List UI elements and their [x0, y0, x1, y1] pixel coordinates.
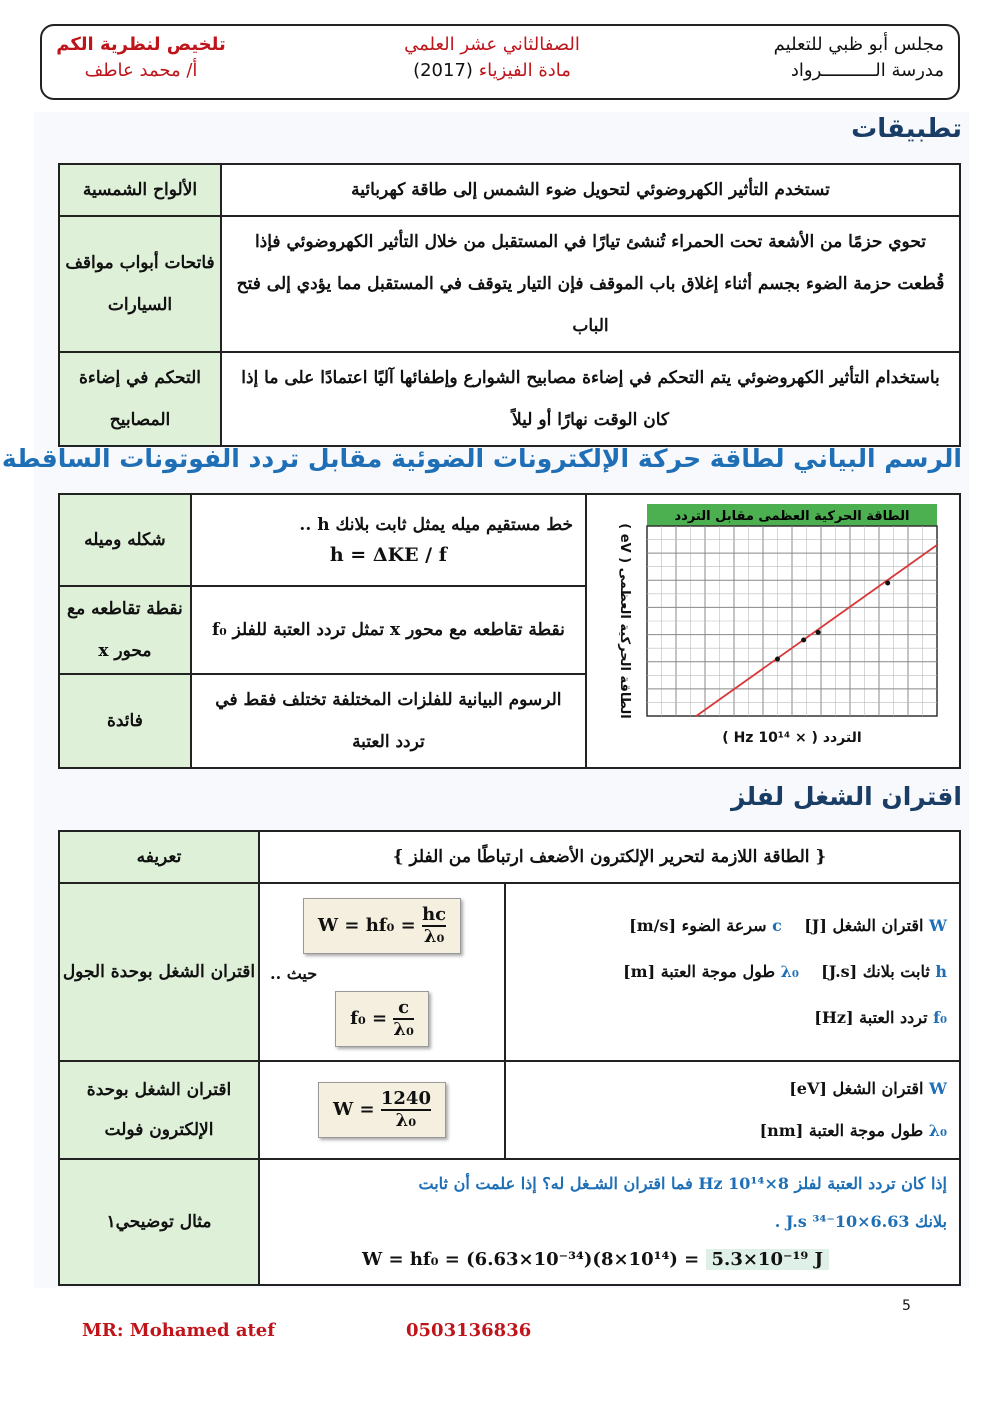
example-question-2: بلانك 6.63×10⁻³⁴ J.s .	[774, 1212, 947, 1231]
row-label: نقطة تقاطعه مع محور x	[59, 586, 191, 674]
f0-fraction	[393, 998, 414, 1040]
joule-den: λ₀	[423, 925, 445, 947]
f0-formula-box	[335, 991, 429, 1047]
var-desc: طول موجة العتبة [m]	[623, 962, 776, 981]
row-text	[191, 494, 586, 586]
joule-num: hc	[422, 903, 447, 925]
var-sym: h	[935, 962, 947, 981]
work-function-title: اقتران الشغل لفلز	[731, 782, 962, 811]
f0-num: c	[393, 998, 414, 1020]
year-label: (2017)	[413, 60, 473, 81]
var-sym: λ₀	[780, 962, 799, 981]
example-solution: W = hf₀ = (6.63×10⁻³⁴)(8×10¹⁴) =	[362, 1249, 700, 1270]
table-row	[59, 164, 960, 216]
var-desc: تردد العتبة [Hz]	[814, 1008, 928, 1027]
row-label: فائدة	[59, 674, 191, 768]
var-sym: f₀	[933, 1008, 947, 1027]
var-sym: W	[929, 916, 947, 935]
chart-cell	[586, 494, 960, 768]
grade-label: الصفالثاني عشر العلمي	[404, 34, 580, 55]
ev-formula-left: W =	[333, 1099, 375, 1120]
council-name: مجلس أبو ظبي للتعليم	[773, 34, 944, 55]
page-number: 5	[902, 1298, 911, 1314]
data-point	[801, 638, 806, 643]
summary-title: تلخيص لنظرية الكم	[56, 34, 226, 55]
row-label: التحكم في إضاءة المصابيح	[59, 352, 221, 446]
ke-frequency-chart	[587, 496, 959, 762]
row-text: تحوي حزمًا من الأشعة تحت الحمراء تُنشئ تيارًا في المستقبل من خلال التأثير الكهروضوئي فإذا قُطعت حزمة الضوء بجسم أثناء إغلاق باب الموقف فإن التيار يتوقف في المستقبل مما يؤدي إلى فتح الباب	[221, 216, 960, 352]
ev-fraction	[381, 1089, 431, 1131]
joule-formula-box	[303, 898, 461, 954]
ev-variables	[505, 1061, 960, 1159]
table-row	[59, 494, 960, 586]
var-desc: طول موجة العتبة [nm]	[759, 1121, 924, 1140]
ev-formula-cell	[259, 1061, 505, 1159]
var-sym: W	[929, 1079, 947, 1098]
table-row	[59, 1159, 960, 1285]
row-label: فاتحات أبواب مواقف السيارات	[59, 216, 221, 352]
row-label: شكله وميله	[59, 494, 191, 586]
joule-formulas	[259, 883, 505, 1061]
ev-vars-line-2	[518, 1110, 947, 1152]
var-desc: سرعة الضوء [m/s]	[629, 916, 767, 935]
subject-label: مادة الفيزياء	[478, 60, 571, 81]
footer-name: MR: Mohamed atef	[82, 1320, 275, 1341]
example-label: مثال توضيحي١	[59, 1159, 259, 1285]
data-point	[816, 630, 821, 635]
definition-text: { الطاقة اللازمة لتحرير الإلكترون الأضعف ارتباطًا من الفلز }	[259, 831, 960, 883]
joule-label: اقتران الشغل بوحدة الجول	[59, 883, 259, 1061]
author-name: أ/ محمد عاطف	[84, 60, 198, 81]
where-label: حيث ..	[270, 963, 318, 983]
joule-formula-left: W = hf₀ =	[317, 914, 416, 936]
header-left	[56, 32, 226, 84]
graph-section-title: الرسم البياني لطاقة حركة الإلكترونات الضوئية مقابل تردد الفوتونات الساقطة	[1, 444, 962, 473]
row-text: نقطة تقاطعه مع محور x تمثل تردد العتبة للفلز f₀	[191, 586, 586, 674]
example-question-1: إذا كان تردد العتبة لفلز 8×10¹⁴ Hz فما اقتران الشـغل له؟ إذا علمت أن ثابت	[418, 1174, 947, 1193]
joule-variables	[505, 883, 960, 1061]
subject-line	[372, 58, 612, 84]
table-row	[59, 216, 960, 352]
data-point	[885, 581, 890, 586]
row-text: تستخدم التأثير الكهروضوئي لتحويل ضوء الشمس إلى طاقة كهربائية	[221, 164, 960, 216]
footer-phone: 0503136836	[406, 1320, 532, 1341]
f0-den: λ₀	[393, 1018, 414, 1040]
applications-table	[58, 163, 961, 447]
table-row	[59, 352, 960, 446]
var-sym: c	[772, 916, 782, 935]
var-desc: اقتران الشغل [eV]	[789, 1079, 924, 1098]
row-text: باستخدام التأثير الكهروضوئي يتم التحكم في إضاءة مصابيح الشوارع وإطفائها آليًا اعتمادًا على ما إذا كان الوقت نهارًا أو ليلاً	[221, 352, 960, 446]
var-sym: λ₀	[928, 1121, 947, 1140]
chart-title: الطاقة الحركية العظمى مقابل التردد	[674, 509, 910, 524]
f0-formula-left: f₀ =	[350, 1007, 388, 1029]
ev-den: λ₀	[395, 1110, 417, 1131]
table-row	[59, 831, 960, 883]
ev-label: اقتران الشغل بوحدة الإلكترون فولت	[59, 1061, 259, 1159]
slope-formula: h = ΔKE / f	[329, 544, 447, 566]
page-header	[40, 24, 960, 100]
header-right	[754, 32, 944, 84]
applications-title: تطبيقات	[851, 114, 962, 144]
header-center	[372, 32, 612, 84]
joule-fraction	[422, 905, 446, 947]
work-function-table	[58, 830, 961, 1286]
data-point	[775, 657, 780, 662]
ev-vars-line-1	[518, 1068, 947, 1110]
slope-text: خط مستقيم ميله يمثل ثابت بلانك h ..	[299, 515, 573, 535]
row-text: الرسوم البيانية للفلزات المختلفة تختلف فقط في تردد العتبة	[191, 674, 586, 768]
ev-num: 1240	[380, 1088, 431, 1109]
vars-line-2	[518, 949, 947, 995]
example-solution-line	[272, 1241, 947, 1279]
table-row	[59, 1061, 960, 1159]
y-axis-label: الطاقة الحركية العظمى ( eV )	[617, 523, 632, 719]
school-name: مدرسة الــــــــــرواد	[790, 60, 944, 81]
ev-formula-box	[318, 1082, 446, 1138]
table-row	[59, 883, 960, 1061]
vars-line-1	[518, 903, 947, 949]
definition-label: تعريفه	[59, 831, 259, 883]
row-label: الألواح الشمسية	[59, 164, 221, 216]
example-cell	[259, 1159, 960, 1285]
vars-line-3	[518, 995, 947, 1041]
var-desc: اقتران الشغل [J]	[804, 916, 924, 935]
graph-table	[58, 493, 961, 769]
x-axis-label: التردد ( × 10¹⁴ Hz )	[722, 730, 862, 746]
var-desc: ثابت بلانك [J.s]	[821, 962, 930, 981]
example-answer: 5.3×10⁻¹⁹ J	[706, 1249, 830, 1270]
